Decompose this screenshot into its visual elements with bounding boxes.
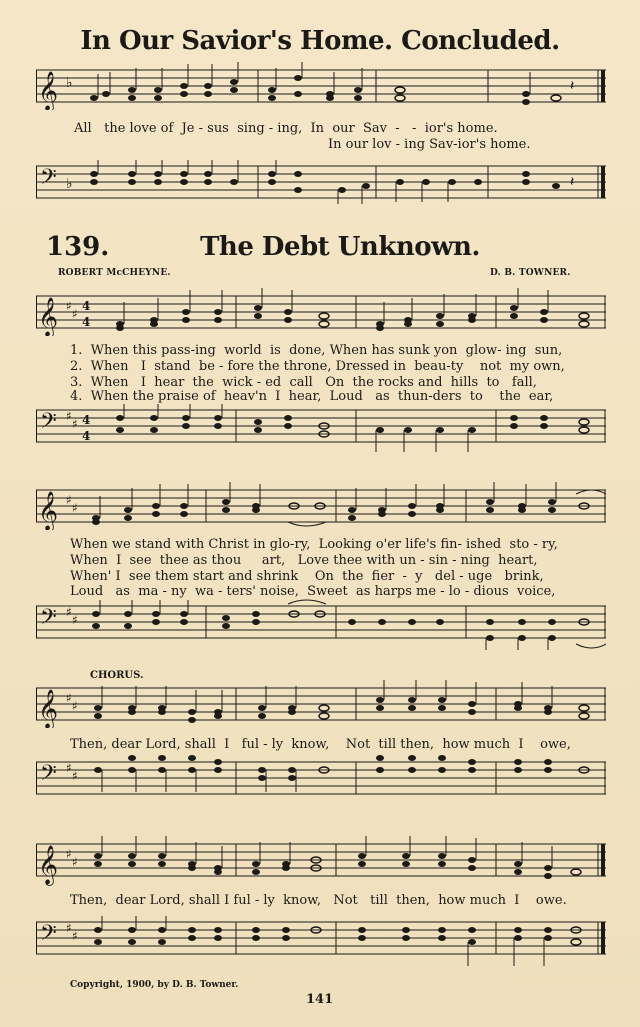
treble-staff-chorus-2 [36, 836, 606, 892]
svg-text:♯: ♯ [72, 929, 78, 943]
svg-text:♯: ♯ [66, 847, 72, 861]
svg-text:𝄢: 𝄢 [40, 165, 57, 195]
svg-text:♯: ♯ [72, 417, 78, 431]
verse-4-line-2: Loud as ma - ny wa - ters' noise, Sweet as harps me - lo - dious voice, [70, 584, 556, 599]
bass-staff-chorus-2 [36, 914, 606, 974]
svg-text:𝄽: 𝄽 [570, 174, 575, 190]
svg-text:♯: ♯ [72, 307, 78, 321]
svg-text:4: 4 [82, 315, 91, 329]
svg-text:𝄢: 𝄢 [40, 409, 57, 439]
svg-text:𝄽: 𝄽 [570, 78, 575, 94]
svg-text:𝄢: 𝄢 [40, 921, 57, 951]
treble-staff-system-3 [36, 482, 606, 530]
chorus-label: CHORUS. [90, 670, 144, 681]
svg-text:𝄢: 𝄢 [40, 761, 57, 791]
svg-text:♯: ♯ [66, 493, 72, 507]
lyric-line-concluded-2: In our lov - ing Sav-ior's home. [328, 137, 531, 152]
svg-text:4: 4 [82, 299, 91, 313]
svg-text:𝄞: 𝄞 [38, 71, 59, 110]
svg-text:♯: ♯ [72, 769, 78, 783]
svg-text:4: 4 [82, 429, 91, 443]
lyricist-credit: ROBERT McCHEYNE. [58, 268, 171, 278]
svg-text:♭: ♭ [66, 176, 73, 192]
svg-text:𝄞: 𝄞 [38, 297, 59, 336]
svg-text:♯: ♯ [66, 921, 72, 935]
svg-text:𝄞: 𝄞 [38, 491, 59, 530]
verse-1-line-1: 1. When this pass-ing world is done, When has sunk yon glow- ing sun, [70, 343, 563, 358]
bass-staff-system-1 [36, 158, 606, 206]
chorus-lyric-2: Then, dear Lord, shall I ful - ly know, Not till then, how much I owe. [70, 893, 567, 908]
lyric-line-concluded-1: All the love of Je - sus sing - ing, In our Sav - - ior's home. [74, 121, 498, 136]
svg-text:♯: ♯ [72, 855, 78, 869]
svg-text:♯: ♯ [72, 699, 78, 713]
chorus-lyric-1: Then, dear Lord, shall I ful - ly know, Not till then, how much I owe, [70, 737, 571, 752]
svg-text:𝄞: 𝄞 [38, 689, 59, 728]
bass-staff-system-3 [36, 598, 606, 654]
treble-staff-system-1 [36, 62, 606, 110]
svg-text:♯: ♯ [66, 605, 72, 619]
treble-staff-system-2 [36, 288, 606, 336]
treble-staff-chorus-1 [36, 680, 606, 728]
svg-text:♯: ♯ [66, 691, 72, 705]
bass-staff-system-2 [36, 402, 606, 458]
svg-text:♭: ♭ [66, 75, 73, 91]
verse-2-line-1: 2. When I stand be - fore the throne, Dressed in beau-ty not my own, [70, 359, 565, 374]
page-number: 141 [306, 992, 334, 1007]
verse-3-line-2: When' I see them start and shrink On the fier - y del - uge brink, [70, 569, 544, 584]
verse-3-line-1: 3. When I hear the wick - ed call On the rocks and hills to fall, [70, 375, 537, 390]
svg-text:♯: ♯ [66, 299, 72, 313]
svg-text:♯: ♯ [66, 761, 72, 775]
hymn-number: 139. [46, 232, 110, 262]
svg-text:𝄢: 𝄢 [40, 605, 57, 635]
svg-text:♯: ♯ [66, 409, 72, 423]
svg-text:𝄞: 𝄞 [38, 845, 59, 885]
svg-text:♯: ♯ [72, 501, 78, 515]
copyright-notice: Copyright, 1900, by D. B. Towner. [70, 980, 239, 990]
composer-credit: D. B. TOWNER. [490, 268, 571, 278]
verse-2-line-2: When I see thee as thou art, Love thee with un - sin - ning heart, [70, 553, 538, 568]
song-title-concluded: In Our Savior's Home. Concluded. [80, 26, 560, 56]
bass-staff-chorus-1 [36, 754, 606, 802]
verse-4-line-1: 4. When the praise of heav'n I hear, Loud as thun-ders to the ear, [70, 389, 554, 404]
song-title-debt-unknown: The Debt Unknown. [200, 232, 480, 262]
svg-text:♯: ♯ [72, 613, 78, 627]
verse-1-line-2: When we stand with Christ in glo-ry, Looking o'er life's fin- ished sto - ry, [70, 537, 558, 552]
svg-text:4: 4 [82, 413, 91, 427]
